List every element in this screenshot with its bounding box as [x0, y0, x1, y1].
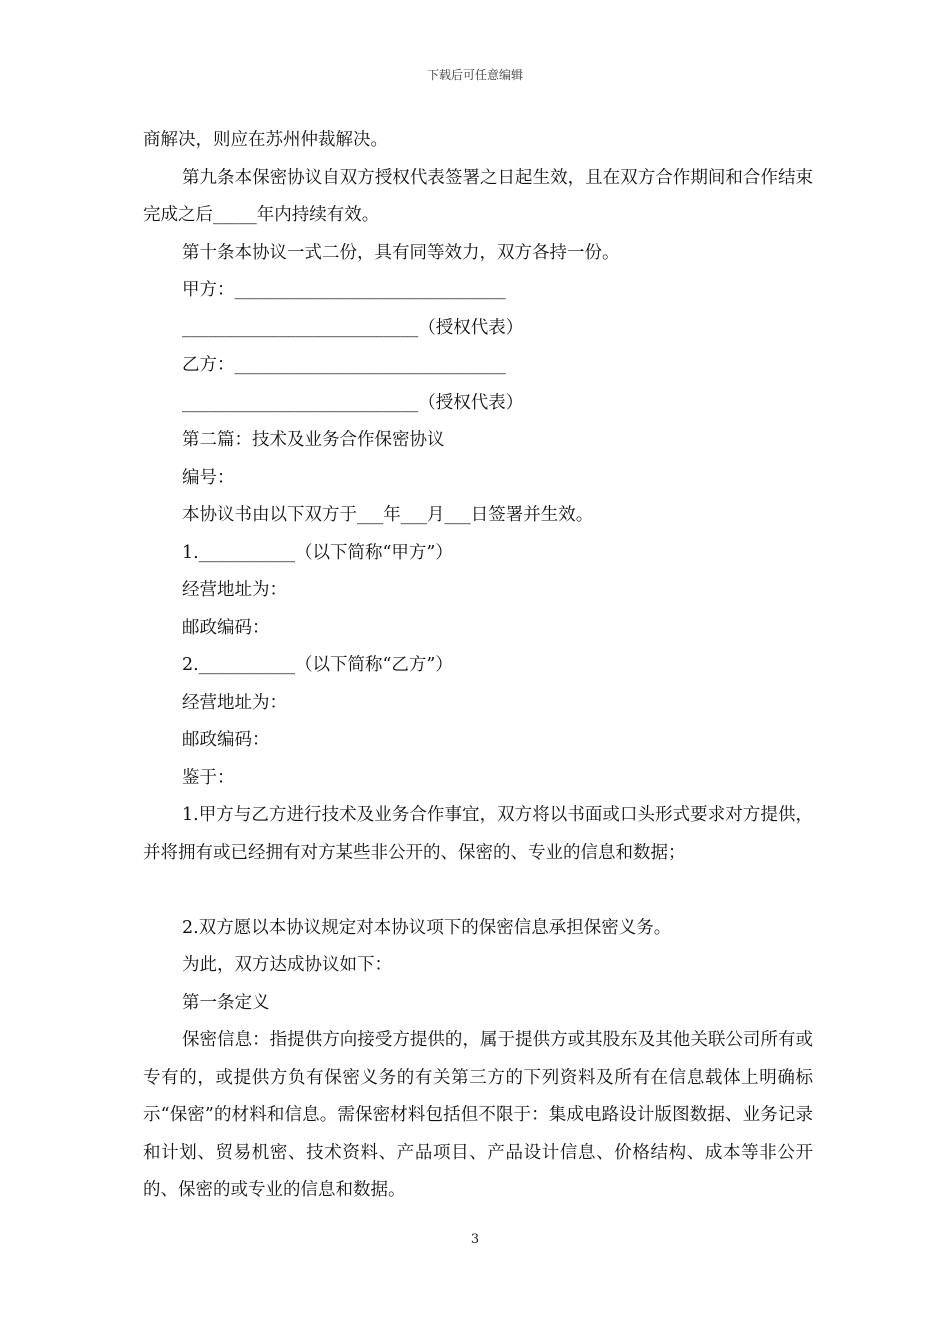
party-a-postcode-label: 邮政编码： [182, 617, 270, 638]
agreement-date-line: 本协议书由以下双方于___年___月___日签署并生效。 [182, 505, 594, 525]
whereas-label: 鉴于： [182, 767, 235, 788]
section-title-part-2: 第二篇：技术及业务合作保密协议 [182, 430, 445, 450]
whereas-item-1: 1.甲方与乙方进行技术及业务合作事宜，双方将以书面或口头形式要求对方提供，并将拥有或已经拥有对方某些非公开的、保密的、专业的信息和数据； [143, 805, 813, 863]
party-b-line: 2.___________（以下简称“乙方”） [182, 655, 453, 675]
signature-party-b-representative: ___________________________（授权代表） [182, 392, 524, 413]
party-a-address-label: 经营地址为： [182, 580, 287, 600]
party-a-line: 1.___________（以下简称“甲方”） [182, 542, 453, 563]
paragraph-article-9: 第九条本保密协议自双方授权代表签署之日起生效，且在双方合作期间和合作结束完成之后_____年内持续有效。 [143, 167, 813, 225]
confidential-info-definition: 保密信息：指提供方向接受方提供的，属于提供方或其股东及其他关联公司所有或专有的，或提供方负有保密义务的有关第三方的下列资料及所有在信息载体上明确标示“保密”的材料和信息。需保密材料包括但不限于：集成电路设计版图数据、业务记录和计划、贸易机密、技术资料、产品项目、产品设计信息、价格结构、成本等非公开的、保密的或专业的信息和数据。 [143, 1030, 813, 1200]
whereas-item-2: 2.双方愿以本协议规定对本协议项下的保密信息承担保密义务。 [182, 917, 672, 938]
agreement-number-label: 编号： [182, 467, 235, 488]
article-1-title: 第一条定义 [182, 992, 270, 1013]
document-body [143, 122, 813, 1210]
signature-party-a: 甲方：_______________________________ [182, 280, 506, 300]
agreement-intro: 为此，双方达成协议如下： [182, 955, 392, 975]
page-header: 下载后可任意编辑 [426, 68, 523, 82]
paragraph-gap [143, 872, 813, 910]
paragraph-arbitration-end: 商解决，则应在苏州仲裁解决。 [143, 130, 388, 150]
paragraph-article-10: 第十条本协议一式二份，具有同等效力，双方各持一份。 [182, 242, 620, 263]
page-number: 3 [470, 1232, 480, 1247]
signature-party-a-representative: ___________________________（授权代表） [182, 317, 524, 338]
party-b-postcode-label: 邮政编码： [182, 730, 270, 750]
signature-party-b: 乙方：_______________________________ [182, 355, 506, 375]
party-b-address-label: 经营地址为： [182, 692, 287, 713]
